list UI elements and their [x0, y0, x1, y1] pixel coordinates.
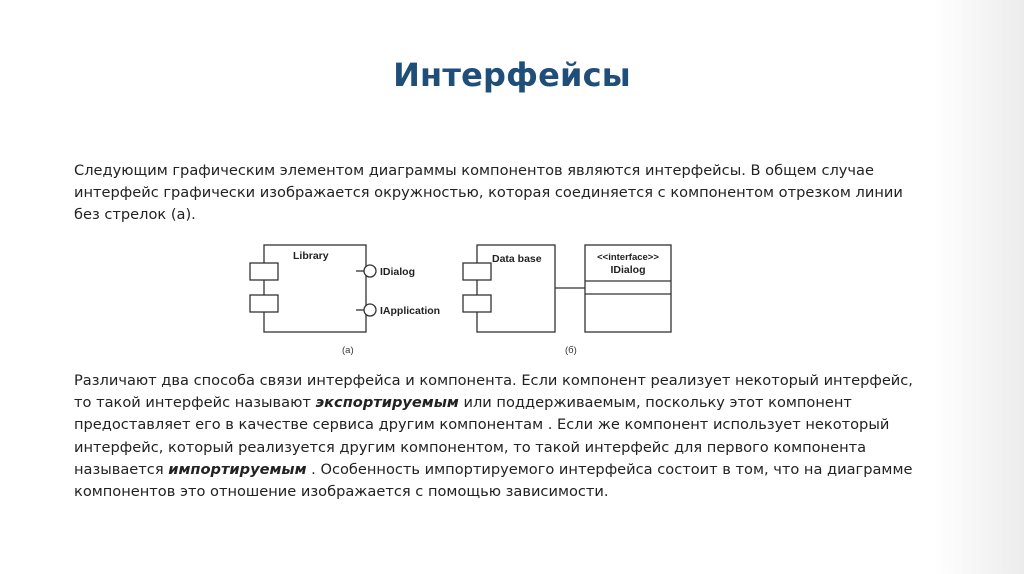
interface-stereotype-label: <<interface>> [597, 252, 659, 263]
intro-line-2: интерфейс графически изображается окружностью, которая соединяется с компонентом отрезком линии [74, 184, 903, 202]
explanation-line-3: предоставляет его в качестве сервиса другим компонентам . Если же компонент использует некоторый [74, 416, 890, 434]
explanation-line-5 [74, 459, 974, 481]
explanation-line-2-post: или поддерживаемым, поскольку этот компонент [458, 394, 852, 412]
explanation-paragraph [74, 370, 974, 503]
database-label: Data base [492, 253, 542, 265]
intro-line-1: Следующим графическим элементом диаграммы компонентов являются интерфейсы. В общем случае [74, 162, 874, 179]
iapplication-interface-circle [364, 304, 376, 316]
intro-paragraph [74, 160, 974, 227]
intro-line-3: без стрелок (а). [74, 206, 196, 224]
interface-name-label: IDialog [610, 264, 646, 276]
caption-a: (а) [342, 345, 354, 356]
explanation-line-1: Различают два способа связи интерфейса и компонента. Если компонент реализует некоторый интерфейс, [74, 372, 913, 389]
exported-term: экспортируемым [315, 394, 459, 412]
database-component-tab-bottom [463, 295, 491, 312]
idialog-interface-circle [364, 265, 376, 277]
library-component-tab-bottom [250, 295, 278, 312]
idialog-label: IDialog [380, 266, 416, 278]
explanation-line-6: компонентов это отношение изображается с помощью зависимости. [74, 483, 609, 501]
database-component-tab-top [463, 263, 491, 280]
slide-title: Интерфейсы [393, 56, 631, 94]
explanation-line-2-pre: то такой интерфейс называют [74, 394, 316, 412]
iapplication-label: IApplication [380, 305, 441, 317]
library-component-tab-top [250, 263, 278, 280]
explanation-line-4: интерфейс, который реализуется другим компонентом, то такой интерфейс для первого компонента [74, 438, 867, 456]
explanation-line-5-post: . Особенность импортируемого интерфейса состоит в том, что на диаграмме [306, 460, 913, 478]
caption-b: (б) [565, 345, 577, 356]
imported-term: импортируемым [168, 460, 307, 478]
explanation-line-5-pre: называется [74, 460, 169, 478]
component-interface-diagram [230, 238, 690, 363]
explanation-line-2 [74, 392, 974, 414]
library-label: Library [293, 250, 329, 262]
